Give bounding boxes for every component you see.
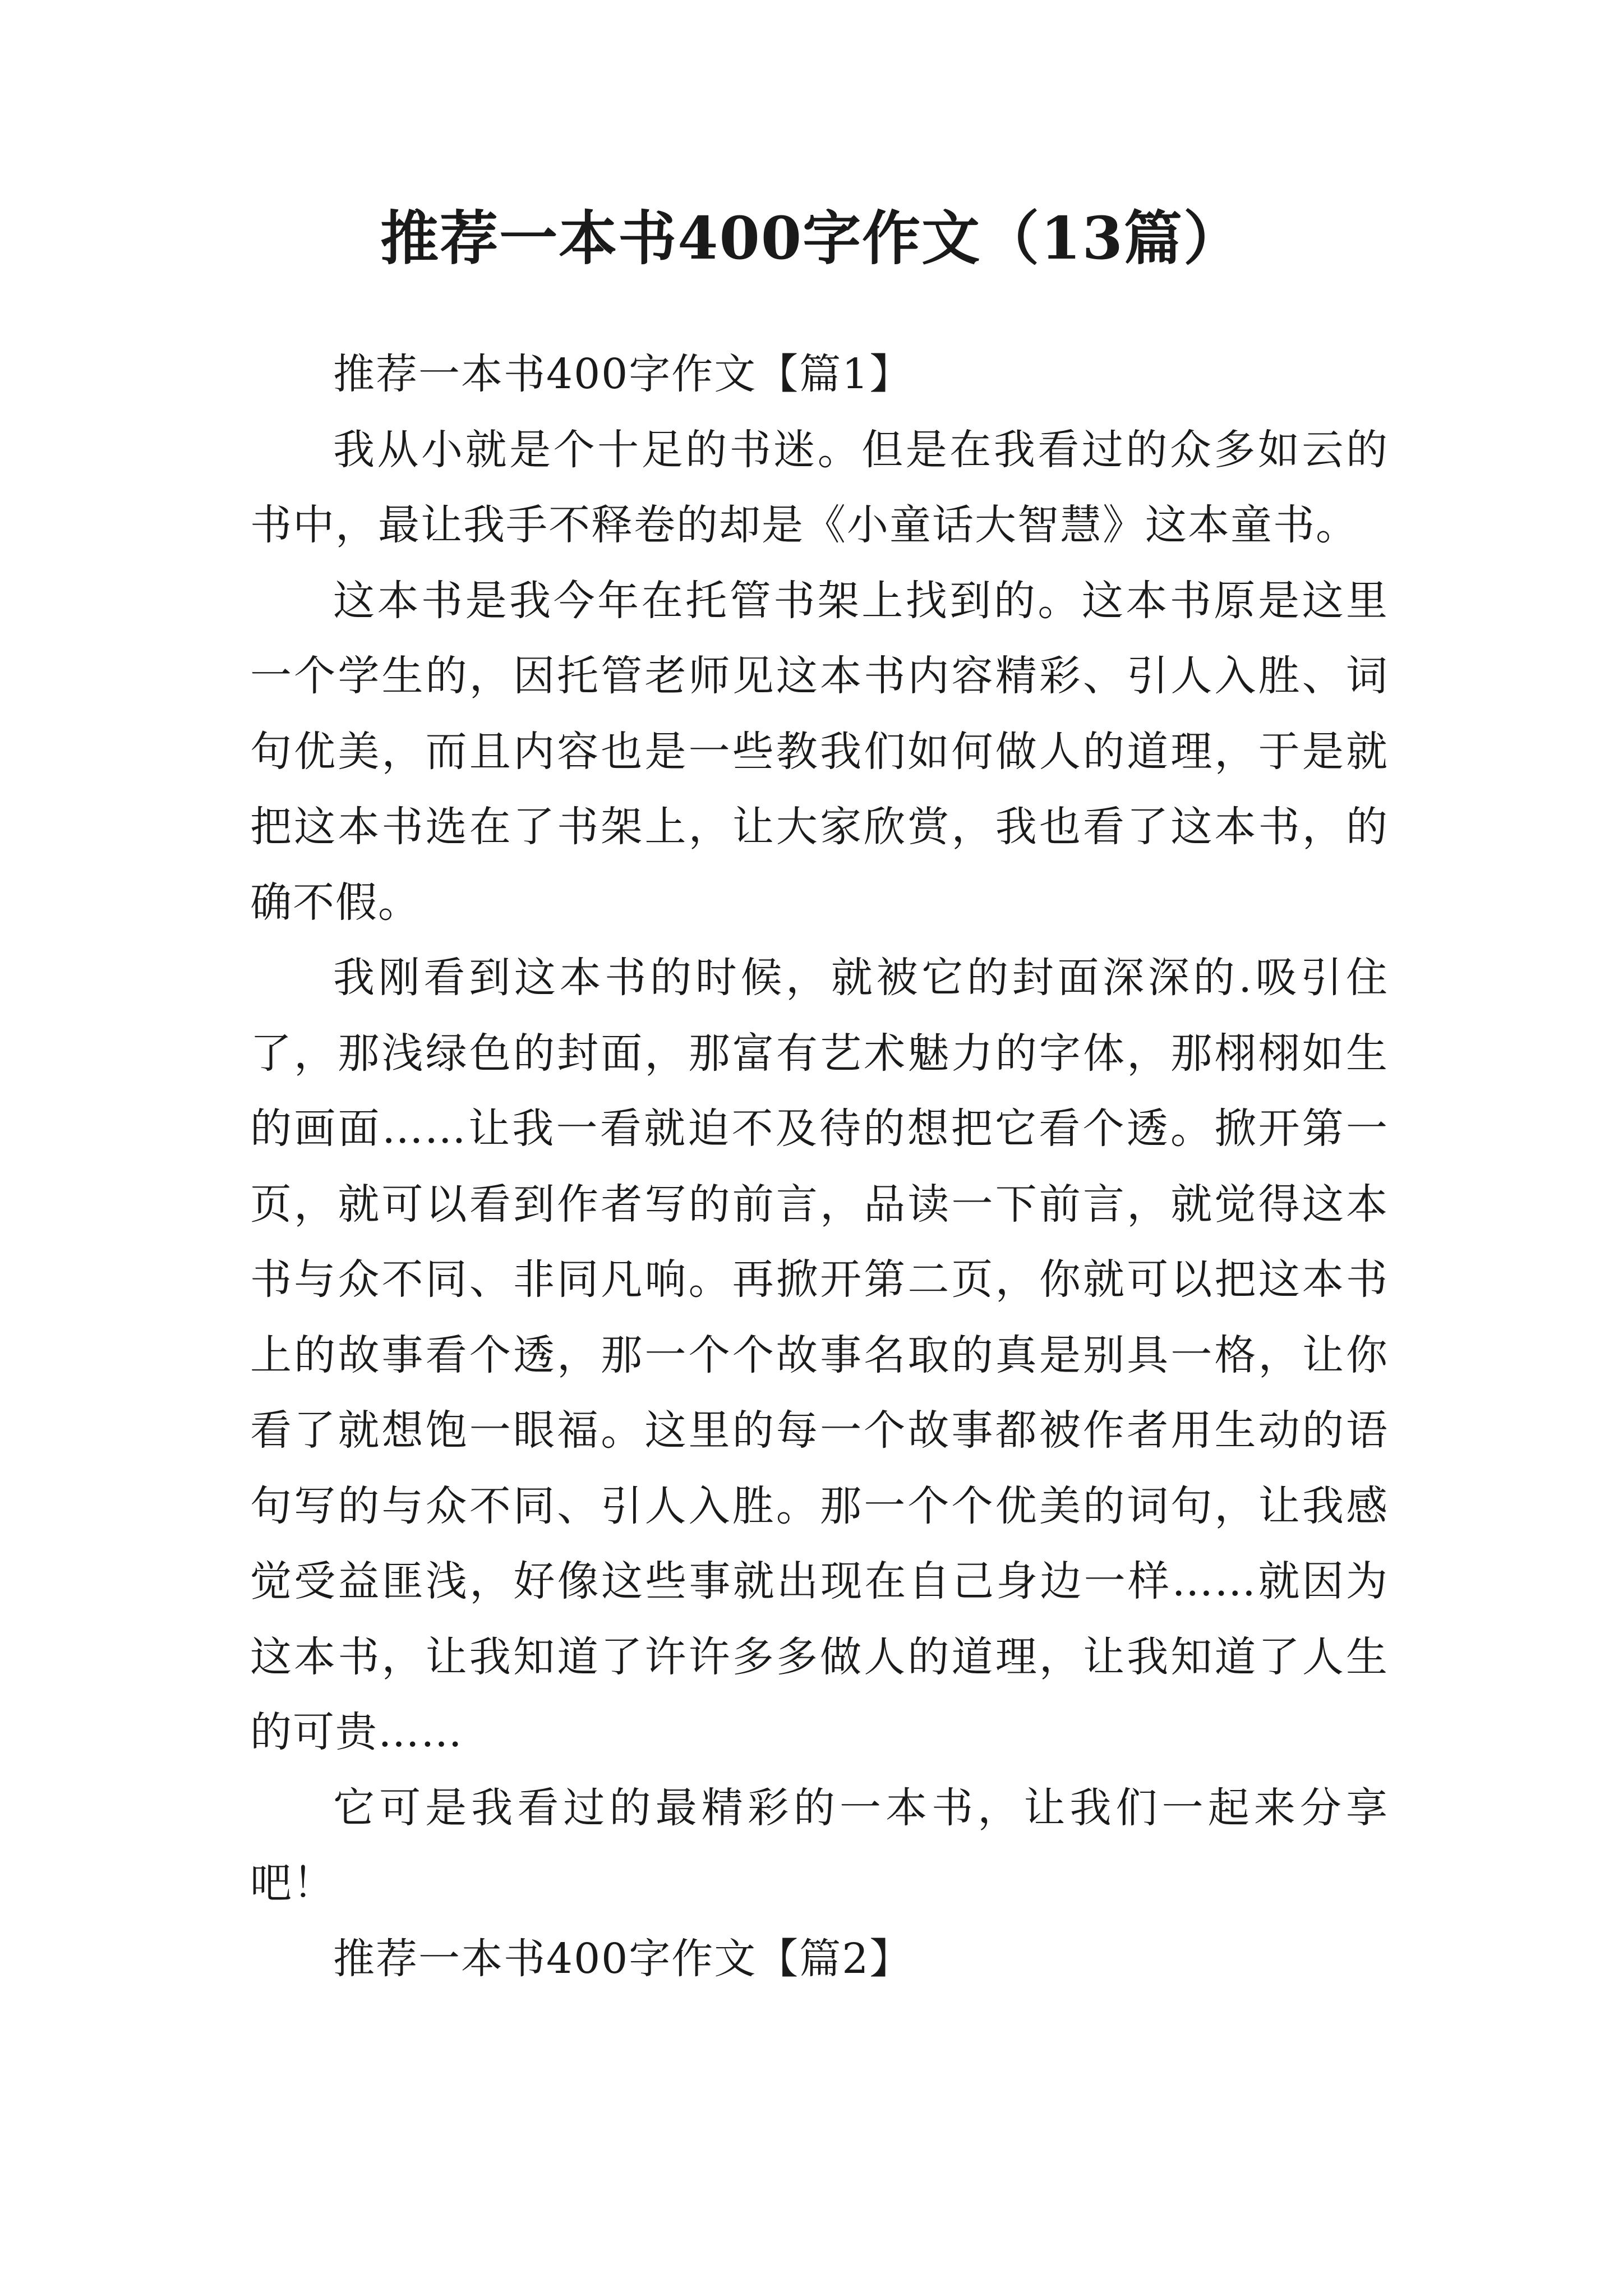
section-heading-2: 推荐一本书400字作文【篇2】 [333,1934,912,1983]
document-title: 推荐一本书400字作文（13篇） [380,204,1243,273]
paragraph-4: 它可是我看过的最精彩的一本书，让我们一起来分享吧！ [250,1783,1389,1907]
paragraph-2: 这本书是我今年在托管书架上找到的。这本书原是这里一个学生的，因托管老师见这本书内容精彩、引人入胜、词句优美，而且内容也是一些教我们如何做人的道理，于是就把这本书选在了书架上，让大家欣赏，我也看了这本书，的确不假。 [250,576,1389,927]
paragraph-3: 我刚看到这本书的时候，就被它的封面深深的.吸引住了，那浅绿色的封面，那富有艺术魅力的字体，那栩栩如生的画面……让我一看就迫不及待的想把它看个透。掀开第一页，就可以看到作者写的前言，品读一下前言，就觉得这本书与众不同、非同凡响。再掀开第二页，你就可以把这本书上的故事看个透，那一个个故事名取的真是别具一格，让你看了就想饱一眼福。这里的每一个故事都被作者用生动的语句写的与众不同、引人入胜。那一个个优美的词句，让我感觉受益匪浅，好像这些事就出现在自己身边一样……就因为这本书，让我知道了许许多多做人的道理，让我知道了人生的可贵…… [250,954,1389,1756]
document-body [250,337,1389,1996]
section-heading-1: 推荐一本书400字作文【篇1】 [333,350,912,398]
paragraph-1: 我从小就是个十足的书迷。但是在我看过的众多如云的书中，最让我手不释卷的却是《小童话大智慧》这本童书。 [250,425,1389,549]
